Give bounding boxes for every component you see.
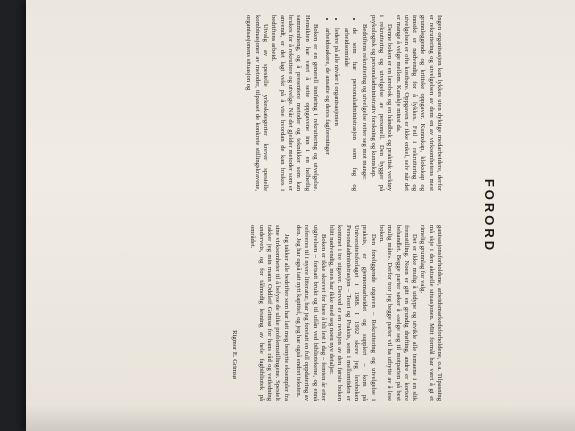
author-signature: Rigmor E. Grimsø bbox=[231, 330, 239, 379]
left-paragraph-3: Bedriftens rekruttering og utvelgelse retter seg mot mange: bbox=[361, 24, 369, 180]
audience-bullet-list bbox=[323, 15, 358, 191]
rotated-book-page bbox=[21, 7, 561, 425]
left-paragraph-1: Ingen organisasjon kan lykkes uten dyktige medarbeidere, derfor er rekruttering og utvelgelsen av dem en av virksomhetens mest grunnleggende og kritiske oppgaver. Kunnskap, klokskap og innsikt er nødvendig for å lykkes. Feil i rekruttering og utvelgelsen er ofte kostbare. Oppgaven er ikke enkel, selv når det er mange å velge mellom. Kanskje minst da. bbox=[394, 15, 443, 191]
right-paragraph-2: Det er ikke mulig å utdype og utvikle alle temaene i en slik fremstilling. Noen er gitt en grundig drøfting, andre er kortere behandlet. Begge parter søker å «selge seg til motparten på best mulig måte». Derfor tror jeg begge parter vil ha utbytte av å lese boken. bbox=[377, 225, 419, 401]
bullet-item: • ledere på alle nivåer i organisasjonen bbox=[332, 28, 340, 191]
page-heading: FORORD bbox=[482, 178, 497, 254]
left-paragraph-5: Utvalg av spesielle yrkeskategorier krever spesielle kombinasjoner av metoder, tilpasset de konkrete stillingskravene, organisasjonens situasjon og bbox=[245, 15, 270, 191]
left-text-column bbox=[244, 15, 443, 191]
bullet-item: • arbeidssøkere, de ansatte og deres fagforeninger bbox=[323, 28, 331, 191]
bullet-item: • de som har personaladministrasjon som fag og arbeidsområde bbox=[341, 28, 358, 191]
right-paragraph-1: ganisasjonsforholdene, arbeidsmarkedsforholdene, o.a. Tilpasning må skje i den aktuelle situasjonen. Mitt formål har vært å gi et rimelig grunnlag for valg. bbox=[419, 225, 443, 401]
left-paragraph-2: Denne boken er en lærebok og en håndbok og praktisk verktøy i rekruttering og utvelgelse av personell. Den bygger på psykologisk og personaladministrativ forskning og kunnskap. bbox=[369, 15, 394, 191]
left-paragraph-4: Boken er en generell innføring i rekruttering og utvelgelse. Hensikten har vært å sette oppgavene inn i en helhetlig sammenheng, og å presentere metoder og teknikker som kan brukes for å rekruttere og utvelge. Når det gjelder metoder som er anvendt, er det lagt vekt på å vise hvordan de kan brukes i bedriftens arbeid. bbox=[270, 15, 319, 191]
right-text-column bbox=[230, 225, 443, 401]
right-paragraph-4: Boken er ikke skrevet for bare å bli lest i dag – femten år etter utgivelsen – fortsatt brukt og til utlån ved bibliotekene, og ennå refereres til i nyere litteratur, har jeg foretatt en full oppdatering av den. Jeg har også tatt nytt kapittel, og jeg har også endret teksten. bbox=[294, 225, 327, 401]
right-paragraph-5: Jeg takker alle bedrifter som har latt meg benytte eksempler fra sine virksomheter til å belyse de ulike problemstillingene. Spesielt takker jeg min mann Oddleif Grimsø for hans råd og veiledning underveis, og for tålmodig lesning av hele fagbibliotek på området. bbox=[249, 225, 290, 401]
right-paragraph-3: Den foreliggende utgaven – Rekruttering og utvelgelse i praksis, er gjennomarbeidet og supplert – kom på Universitetsforlaget i 1988. I 1992 skrev jeg lereboken Personaladministrasjon – Teori og Praksis, som i mellomtiden er kommet i tre utgaver. Derved er en revisjon av den første boken blitt nødvendig, men har ikke med seg noen nye detaljer. bbox=[328, 225, 377, 401]
